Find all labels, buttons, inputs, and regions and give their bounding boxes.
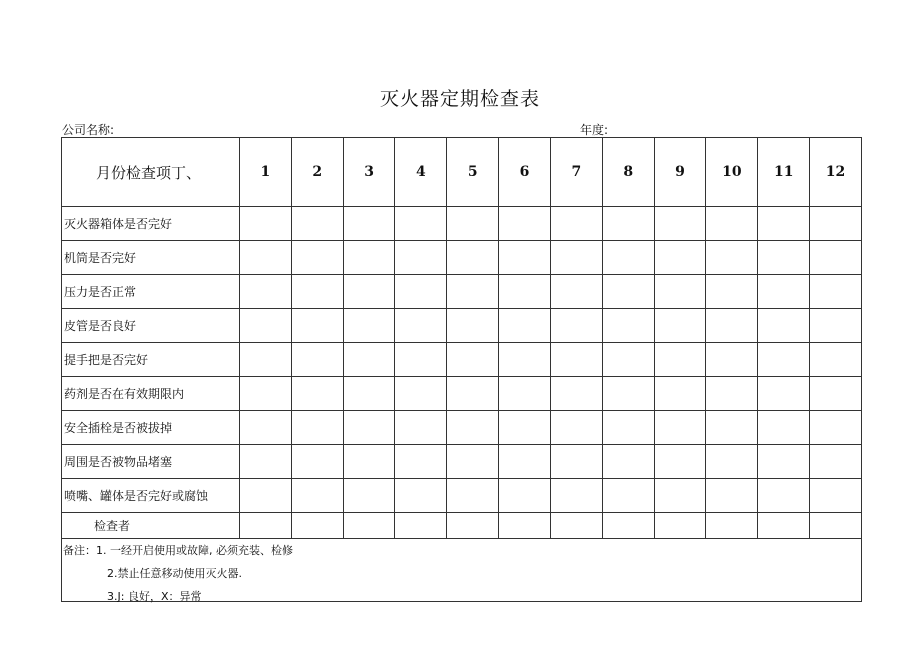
inspector-cell[interactable]	[602, 513, 654, 539]
check-cell[interactable]	[810, 309, 862, 343]
check-item-label: 压力是否正常	[62, 275, 240, 309]
check-cell[interactable]	[758, 377, 810, 411]
check-cell[interactable]	[758, 343, 810, 377]
check-cell[interactable]	[240, 479, 292, 513]
check-cell[interactable]	[395, 309, 447, 343]
check-cell[interactable]	[343, 309, 395, 343]
check-cell[interactable]	[810, 275, 862, 309]
check-cell[interactable]	[550, 309, 602, 343]
check-cell[interactable]	[395, 411, 447, 445]
month-header-3: 3	[343, 138, 395, 207]
check-cell[interactable]	[240, 275, 292, 309]
check-item-label: 皮管是否良好	[62, 309, 240, 343]
check-cell[interactable]	[447, 377, 499, 411]
check-cell[interactable]	[291, 445, 343, 479]
check-cell[interactable]	[291, 241, 343, 275]
month-header-10: 10	[706, 138, 758, 207]
check-cell[interactable]	[343, 343, 395, 377]
check-cell[interactable]	[810, 241, 862, 275]
check-cell[interactable]	[550, 207, 602, 241]
check-cell[interactable]	[395, 377, 447, 411]
check-cell[interactable]	[343, 445, 395, 479]
check-cell[interactable]	[758, 309, 810, 343]
check-cell[interactable]	[550, 411, 602, 445]
header-label: 月份检查项丁、	[62, 138, 240, 207]
year-label: 年度:	[580, 123, 609, 137]
check-item-label: 周围是否被物品堵塞	[62, 445, 240, 479]
check-cell[interactable]	[602, 377, 654, 411]
check-cell[interactable]	[758, 411, 810, 445]
check-item-row	[62, 309, 862, 343]
check-item-label: 灭火器箱体是否完好	[62, 207, 240, 241]
month-header-4: 4	[395, 138, 447, 207]
check-cell[interactable]	[654, 377, 706, 411]
month-header-5: 5	[447, 138, 499, 207]
check-item-label: 提手把是否完好	[62, 343, 240, 377]
month-header-7: 7	[550, 138, 602, 207]
check-cell[interactable]	[240, 343, 292, 377]
check-cell[interactable]	[499, 309, 551, 343]
check-cell[interactable]	[240, 377, 292, 411]
check-cell[interactable]	[395, 445, 447, 479]
company-name-label: 公司名称:	[62, 123, 115, 137]
inspector-cell[interactable]	[758, 513, 810, 539]
check-item-row	[62, 377, 862, 411]
check-cell[interactable]	[291, 207, 343, 241]
check-cell[interactable]	[291, 479, 343, 513]
check-cell[interactable]	[654, 445, 706, 479]
check-cell[interactable]	[499, 241, 551, 275]
check-cell[interactable]	[654, 241, 706, 275]
check-cell[interactable]	[447, 411, 499, 445]
month-header-2: 2	[291, 138, 343, 207]
check-cell[interactable]	[499, 445, 551, 479]
check-cell[interactable]	[602, 309, 654, 343]
check-cell[interactable]	[499, 479, 551, 513]
check-cell[interactable]	[291, 275, 343, 309]
note-line-3: 3.J: 良好，X：异常	[107, 590, 202, 603]
check-cell[interactable]	[395, 207, 447, 241]
check-item-label: 机筒是否完好	[62, 241, 240, 275]
check-cell[interactable]	[550, 241, 602, 275]
check-item-row	[62, 479, 862, 513]
month-header-8: 8	[602, 138, 654, 207]
check-cell[interactable]	[810, 479, 862, 513]
check-item-row	[62, 411, 862, 445]
check-cell[interactable]	[240, 411, 292, 445]
check-cell[interactable]	[550, 479, 602, 513]
check-cell[interactable]	[706, 445, 758, 479]
check-cell[interactable]	[602, 275, 654, 309]
check-cell[interactable]	[550, 445, 602, 479]
inspector-cell[interactable]	[291, 513, 343, 539]
check-cell[interactable]	[602, 411, 654, 445]
check-cell[interactable]	[343, 377, 395, 411]
month-header-6: 6	[499, 138, 551, 207]
check-cell[interactable]	[499, 411, 551, 445]
check-cell[interactable]	[758, 275, 810, 309]
month-header-11: 11	[758, 138, 810, 207]
check-cell[interactable]	[291, 411, 343, 445]
check-cell[interactable]	[602, 445, 654, 479]
check-cell[interactable]	[706, 377, 758, 411]
check-cell[interactable]	[499, 207, 551, 241]
check-cell[interactable]	[706, 207, 758, 241]
check-cell[interactable]	[240, 207, 292, 241]
check-cell[interactable]	[706, 343, 758, 377]
check-item-label: 喷嘴、罐体是否完好或腐蚀	[62, 479, 240, 513]
check-cell[interactable]	[447, 445, 499, 479]
check-cell[interactable]	[810, 343, 862, 377]
check-cell[interactable]	[810, 207, 862, 241]
header-row	[62, 138, 862, 207]
check-cell[interactable]	[291, 343, 343, 377]
check-cell[interactable]	[758, 207, 810, 241]
notes-row	[62, 539, 862, 602]
note-line-2: 2.禁止任意移动使用灭火器.	[107, 567, 242, 580]
form-title: 灭火器定期检查表	[379, 88, 540, 110]
inspector-cell[interactable]	[654, 513, 706, 539]
check-cell[interactable]	[550, 343, 602, 377]
inspector-cell[interactable]	[550, 513, 602, 539]
check-cell[interactable]	[499, 343, 551, 377]
check-cell[interactable]	[447, 309, 499, 343]
check-cell[interactable]	[654, 309, 706, 343]
check-cell[interactable]	[499, 377, 551, 411]
check-cell[interactable]	[810, 411, 862, 445]
check-cell[interactable]	[602, 207, 654, 241]
check-cell[interactable]	[447, 207, 499, 241]
check-cell[interactable]	[499, 275, 551, 309]
check-cell[interactable]	[240, 445, 292, 479]
check-item-row	[62, 445, 862, 479]
check-cell[interactable]	[550, 377, 602, 411]
check-cell[interactable]	[343, 411, 395, 445]
month-header-1: 1	[240, 138, 292, 207]
check-cell[interactable]	[758, 241, 810, 275]
check-cell[interactable]	[447, 275, 499, 309]
check-item-label: 药剂是否在有效期限内	[62, 377, 240, 411]
check-item-row	[62, 241, 862, 275]
inspector-cell[interactable]	[810, 513, 862, 539]
notes-cell	[62, 539, 862, 602]
inspector-cell[interactable]	[447, 513, 499, 539]
check-cell[interactable]	[343, 241, 395, 275]
month-header-9: 9	[654, 138, 706, 207]
check-cell[interactable]	[550, 275, 602, 309]
check-cell[interactable]	[343, 275, 395, 309]
check-cell[interactable]	[395, 343, 447, 377]
check-cell[interactable]	[291, 377, 343, 411]
inspection-table	[61, 137, 862, 602]
check-cell[interactable]	[447, 241, 499, 275]
month-header-12: 12	[810, 138, 862, 207]
check-item-row	[62, 207, 862, 241]
check-cell[interactable]	[706, 479, 758, 513]
note-line-1: 备注：1. 一经开启使用或故障, 必须充装、检修	[63, 544, 293, 557]
check-cell[interactable]	[343, 479, 395, 513]
inspector-row	[62, 513, 862, 539]
check-cell[interactable]	[810, 445, 862, 479]
check-cell[interactable]	[240, 309, 292, 343]
check-cell[interactable]	[602, 343, 654, 377]
check-cell[interactable]	[395, 479, 447, 513]
check-cell[interactable]	[654, 479, 706, 513]
inspector-cell[interactable]	[499, 513, 551, 539]
check-cell[interactable]	[706, 241, 758, 275]
check-cell[interactable]	[758, 445, 810, 479]
check-cell[interactable]	[706, 411, 758, 445]
check-cell[interactable]	[343, 207, 395, 241]
check-item-label: 安全插栓是否被拔掉	[62, 411, 240, 445]
inspector-label: 检查者	[62, 513, 240, 539]
check-item-row	[62, 343, 862, 377]
check-cell[interactable]	[810, 377, 862, 411]
check-cell[interactable]	[654, 343, 706, 377]
check-cell[interactable]	[654, 411, 706, 445]
check-cell[interactable]	[654, 275, 706, 309]
check-cell[interactable]	[447, 479, 499, 513]
check-cell[interactable]	[291, 309, 343, 343]
check-cell[interactable]	[240, 241, 292, 275]
check-cell[interactable]	[706, 275, 758, 309]
check-cell[interactable]	[654, 207, 706, 241]
check-cell[interactable]	[602, 479, 654, 513]
check-cell[interactable]	[395, 241, 447, 275]
inspector-cell[interactable]	[395, 513, 447, 539]
check-cell[interactable]	[602, 241, 654, 275]
check-cell[interactable]	[447, 343, 499, 377]
inspector-cell[interactable]	[240, 513, 292, 539]
inspector-cell[interactable]	[706, 513, 758, 539]
inspector-cell[interactable]	[343, 513, 395, 539]
check-cell[interactable]	[395, 275, 447, 309]
check-cell[interactable]	[706, 309, 758, 343]
check-item-row	[62, 275, 862, 309]
check-cell[interactable]	[758, 479, 810, 513]
